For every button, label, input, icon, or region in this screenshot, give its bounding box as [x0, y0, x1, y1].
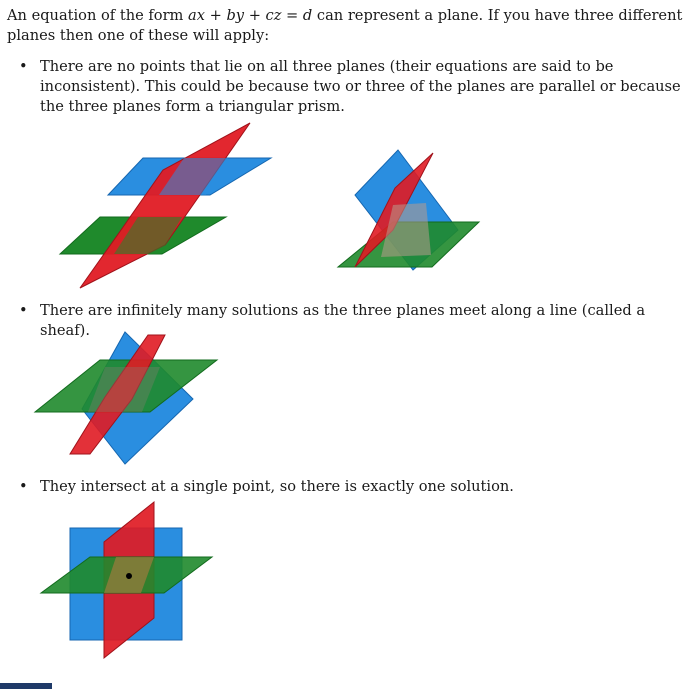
bullet-marker: • [19, 58, 28, 75]
triangular-prism-figure [333, 145, 483, 285]
intro-text-end: can represent a plane. If you have three different planes then one of these will apply: [7, 7, 683, 44]
sheaf-figure [30, 327, 220, 467]
intersection-point [126, 573, 132, 579]
parallel-planes-figure [55, 118, 280, 293]
red-plane [80, 123, 250, 288]
intro-text-start: An equation of the form [7, 7, 189, 24]
bottom-bar [0, 683, 52, 689]
bullet-text: They intersect at a single point, so there is exactly one solution. [40, 478, 514, 495]
bullet-text: There are no points that lie on all three planes (their equations are said to be inconsistent). This could be because two or three of the planes are parallel or because the three planes form a triangular prism. [40, 58, 681, 115]
intro-paragraph [7, 6, 687, 46]
single-point-figure [38, 502, 218, 662]
bullet-single-point [19, 477, 691, 497]
bullet-no-solutions [19, 57, 691, 117]
plane-equation: ax + by + cz = d [188, 7, 313, 24]
bullet-text: There are infinitely many solutions as the three planes meet along a line (called a sheaf). [40, 302, 646, 339]
bullet-marker: • [19, 478, 28, 495]
bullet-marker: • [19, 302, 28, 319]
